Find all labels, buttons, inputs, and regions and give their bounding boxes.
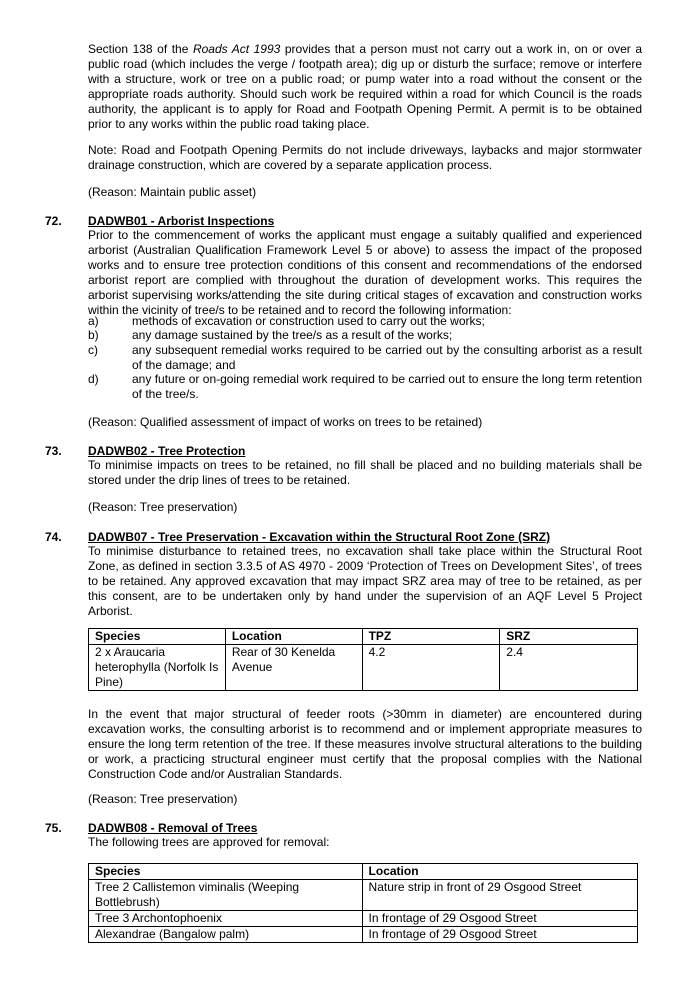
list-text: any damage sustained by the tree/s as a result of the works; bbox=[132, 328, 453, 342]
table-header-row bbox=[89, 629, 638, 645]
condition-number-73: 73. bbox=[45, 444, 62, 458]
intro-reason: (Reason: Maintain public asset) bbox=[88, 185, 257, 199]
table-cell: 4.2 bbox=[362, 645, 500, 691]
condition-body-73: To minimise impacts on trees to be retained, no fill shall be placed and no building materials shall be stored under the drip lines of trees to be retained. bbox=[88, 458, 642, 487]
list-text: any subsequent remedial works required to be carried out by the consulting arborist as a result of the damage; and bbox=[132, 343, 642, 372]
table-row bbox=[89, 645, 638, 691]
table-row bbox=[89, 880, 638, 911]
condition-number-75: 75. bbox=[45, 821, 62, 835]
table-cell: Alexandrae (Bangalow palm) bbox=[89, 927, 363, 943]
condition-reason-72: (Reason: Qualified assessment of impact of works on trees to be retained) bbox=[88, 415, 483, 429]
list-letter: d) bbox=[88, 372, 99, 386]
condition-body-72: Prior to the commencement of works the applicant must engage a suitably qualified and experienced arborist (Australian Qualification Framework Level 5 or above) to assess the impact of the proposed works and to ensure tree protection conditions of this consent and recommendations of the endorsed arborist report are complied with throughout the duration of development works. This requires the arborist supervising works/attending the site during critical stages of excavation and construction works within the vicinity of tree/s to be retained and to record the following information: bbox=[88, 228, 642, 317]
condition-reason-74: (Reason: Tree preservation) bbox=[88, 792, 238, 806]
table-row bbox=[89, 911, 638, 927]
intro-note: Note: Road and Footpath Opening Permits do not include driveways, laybacks and major stormwater drainage construction, which are covered by a separate application process. bbox=[88, 143, 642, 172]
table-cell: In frontage of 29 Osgood Street bbox=[362, 911, 637, 927]
intro-paragraph bbox=[88, 42, 642, 132]
table-header-row bbox=[89, 864, 638, 880]
table-header-cell: Species bbox=[89, 864, 363, 880]
table-cell: In frontage of 29 Osgood Street bbox=[362, 927, 637, 943]
table-cell: 2 x Araucaria heterophylla (Norfolk Is Pine) bbox=[89, 645, 226, 691]
intro-text-post: provides that a person must not carry out a work in, on or over a public road (which includes the verge / footpath area); dig up or disturb the surface; remove or interfere with a structure, work or tree on a public road; or pump water into a road without the consent or the appropriate roads authority. Should such work be required within a road for which Council is the roads authority, the applicant is to apply for Road and Footpath Opening Permit. A permit is to be obtained prior to any works within the public road taking place. bbox=[88, 42, 643, 131]
list-letter: c) bbox=[88, 343, 98, 357]
table-cell: Tree 3 Archontophoenix bbox=[89, 911, 363, 927]
condition-number-74: 74. bbox=[45, 530, 62, 544]
condition-heading-72: DADWB01 - Arborist Inspections bbox=[88, 214, 275, 228]
table-header-cell: Species bbox=[89, 629, 226, 645]
condition-number-72: 72. bbox=[45, 214, 62, 228]
list-text: any future or on-going remedial work required to be carried out to ensure the long term retention of the tree/s. bbox=[132, 372, 642, 401]
table-cell: Rear of 30 Kenelda Avenue bbox=[225, 645, 362, 691]
condition-heading-75: DADWB08 - Removal of Trees bbox=[88, 821, 258, 835]
srz-table bbox=[88, 628, 638, 691]
condition-body-74: To minimise disturbance to retained trees, no excavation shall take place within the Structural Root Zone, as defined in section 3.3.5 of AS 4970 - 2009 ‘Protection of Trees on Development Sites’, of trees to be retained. Any approved excavation that may impact SRZ area may of tree to be retained, as per this consent, are to be undertaken only by hand under the supervision of an AQF Level 5 Project Arborist. bbox=[88, 544, 642, 618]
removal-table bbox=[88, 863, 638, 943]
table-cell: Nature strip in front of 29 Osgood Street bbox=[362, 880, 637, 911]
table-header-cell: Location bbox=[225, 629, 362, 645]
table-cell: Tree 2 Callistemon viminalis (Weeping Bottlebrush) bbox=[89, 880, 363, 911]
condition-heading-74: DADWB07 - Tree Preservation - Excavation within the Structural Root Zone (SRZ) bbox=[88, 530, 551, 544]
list-letter: a) bbox=[88, 314, 99, 328]
table-header-cell: TPZ bbox=[362, 629, 500, 645]
table-header-cell: Location bbox=[362, 864, 637, 880]
condition-heading-73: DADWB02 - Tree Protection bbox=[88, 444, 246, 458]
intro-text-pre: Section 138 of the bbox=[88, 42, 193, 56]
list-text: methods of excavation or construction used to carry out the works; bbox=[132, 314, 485, 328]
act-name: Roads Act 1993 bbox=[192, 42, 281, 56]
condition-body-75: The following trees are approved for removal: bbox=[88, 835, 330, 849]
condition-after-74: In the event that major structural of feeder roots (>30mm in diameter) are encountered during excavation works, the consulting arborist is to recommend and or implement appropriate measures to ensure the long term retention of the tree. If these measures involve structural alterations to the building or work, a practicing structural engineer must certify that the proposal complies with the National Construction Code and/or Australian Standards. bbox=[88, 707, 642, 781]
table-header-cell: SRZ bbox=[500, 629, 638, 645]
condition-reason-73: (Reason: Tree preservation) bbox=[88, 500, 238, 514]
table-cell: 2.4 bbox=[500, 645, 638, 691]
table-row bbox=[89, 927, 638, 943]
list-letter: b) bbox=[88, 328, 99, 342]
